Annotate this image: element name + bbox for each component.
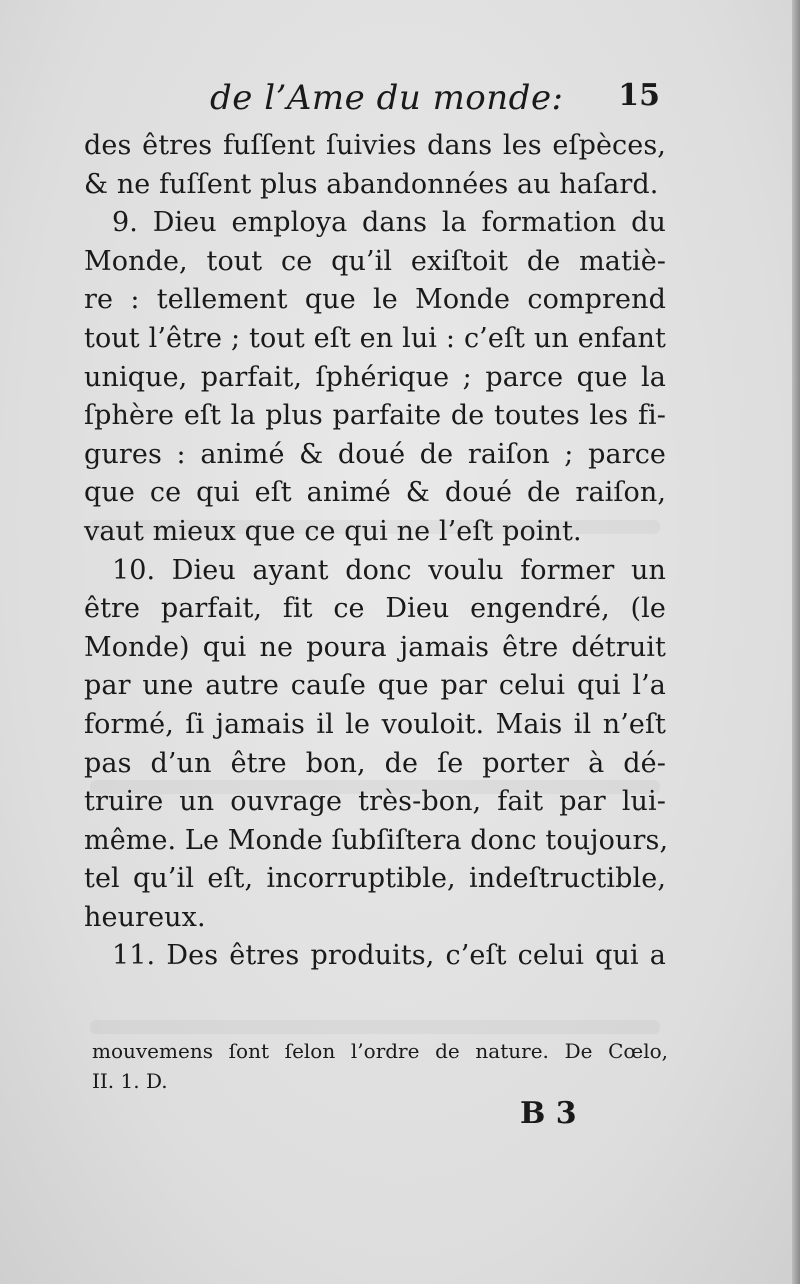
text-line: tout l’être ; tout eſt en lui : c’eſt un enfant — [84, 322, 666, 354]
text-line: heureux. — [84, 901, 206, 933]
text-line: unique, parfait, ſphérique ; parce que la — [84, 361, 666, 393]
text-line: que ce qui eſt animé & doué de raiſon, — [84, 477, 666, 509]
text-line: ſphère eſt la plus parfaite de toutes les fi- — [84, 400, 666, 432]
footnote-line: mouvemens ſont ſelon l’ordre de nature. De Cœlo, — [92, 1039, 668, 1063]
text-line: Monde) qui ne poura jamais être détruit — [84, 631, 666, 663]
text-line: tel qu’il eſt, incorruptible, indeſtructible, — [84, 863, 666, 895]
text-line: gures : animé & doué de raiſon ; parce — [84, 438, 666, 470]
text-line: 11. Des êtres produits, c’eſt celui qui a — [112, 940, 666, 972]
running-title: de l’Ame du monde: — [210, 78, 564, 118]
text-line: même. Le Monde ſubſiſtera donc toujours, — [84, 824, 669, 856]
show-through-band — [90, 1020, 660, 1034]
text-line: & ne fuſſent plus abandonnées au haſard. — [84, 168, 659, 200]
text-line: 10. Dieu ayant donc voulu former un — [112, 554, 666, 586]
text-line: des êtres fuſſent ſuivies dans les eſpèces, — [84, 130, 666, 161]
text-line: 9. Dieu employa dans la formation du — [112, 207, 666, 239]
page-edge-shadow — [792, 0, 800, 1284]
text-line: pas d’un être bon, de ſe porter à dé- — [84, 747, 666, 779]
text-line: par une autre cauſe que par celui qui l’a — [84, 670, 666, 702]
text-line: être parfait, fit ce Dieu engendré, (le — [84, 593, 666, 625]
text-line: re : tellement que le Monde comprend — [84, 284, 666, 316]
text-line: Monde, tout ce qu’il exiſtoit de matiè- — [84, 245, 666, 277]
page-number: 15 — [618, 78, 660, 113]
text-line: formé, ſi jamais il le vouloit. Mais il n’eſt — [84, 708, 666, 740]
body-text — [84, 127, 669, 976]
signature-mark: B 3 — [520, 1096, 577, 1131]
text-line: truire un ouvrage très-bon, fait par lui- — [84, 786, 666, 818]
footnote-line: II. 1. D. — [92, 1069, 168, 1093]
footnote — [92, 1036, 668, 1096]
text-line: vaut mieux que ce qui ne l’eſt point. — [84, 515, 582, 547]
page-header — [210, 78, 660, 118]
